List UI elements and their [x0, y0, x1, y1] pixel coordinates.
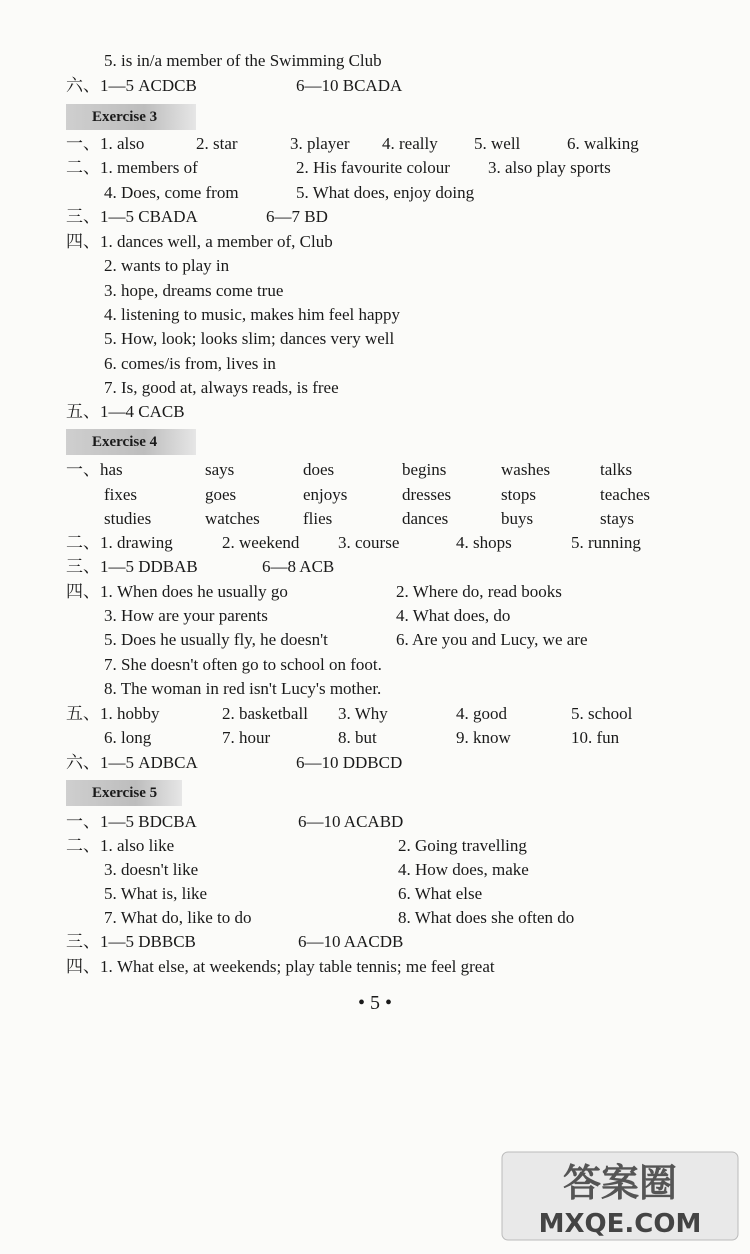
answer-line: talks	[600, 460, 633, 479]
answer-line: 4. Does, come from	[104, 183, 239, 202]
answer-line: 5. running	[571, 533, 641, 552]
answer-line: 3. course	[338, 533, 400, 552]
answer-line: 2. weekend	[222, 533, 300, 552]
answer-line: says	[205, 460, 235, 479]
answer-line: washes	[501, 460, 551, 479]
answer-line: 7. Is, good at, always reads, is free	[104, 378, 339, 397]
watermark-domain: MXQE.COM	[538, 1209, 702, 1239]
answer-line: 2. wants to play in	[104, 256, 230, 275]
answer-line: 一、has	[66, 460, 123, 479]
answer-line: stops	[501, 485, 536, 504]
answer-line: 六、1—5 ACDCB	[66, 76, 197, 95]
answer-line: 四、1. dances well, a member of, Club	[66, 232, 333, 251]
answer-line: 8. What does she often do	[398, 908, 575, 927]
answer-line: 三、1—5 DDBAB	[66, 557, 198, 576]
answer-line: 3. hope, dreams come true	[104, 281, 284, 300]
answer-line: 五、1. hobby	[66, 704, 160, 723]
answer-line: 二、1. also like	[66, 836, 175, 855]
answer-line: studies	[104, 509, 152, 528]
answer-line: dresses	[402, 485, 452, 504]
answer-line: 四、1. What else, at weekends; play table tennis; me feel great	[66, 957, 495, 976]
answer-line: 4. What does, do	[396, 606, 511, 625]
answer-line: 3. doesn't like	[104, 860, 199, 879]
answer-line: 6. Are you and Lucy, we are	[396, 630, 588, 649]
section-header-exercise-5: Exercise 5	[66, 780, 182, 806]
answer-line: 6—10 ACABD	[298, 812, 404, 831]
answer-line: 5. well	[474, 134, 521, 153]
answer-line: 7. hour	[222, 728, 271, 747]
answer-line: 4. really	[382, 134, 438, 153]
answer-line: 5. is in/a member of the Swimming Club	[104, 51, 382, 70]
answer-line: 2. Going travelling	[398, 836, 527, 855]
answer-line: teaches	[600, 485, 651, 504]
page-number: • 5 •	[357, 992, 392, 1014]
answer-line: 2. Where do, read books	[396, 582, 562, 601]
answer-line: 4. shops	[456, 533, 512, 552]
answer-line: 二、1. drawing	[66, 533, 173, 552]
answer-line: 5. school	[571, 704, 633, 723]
answer-line: 8. but	[338, 728, 377, 747]
answer-line: 5. What is, like	[104, 884, 208, 903]
answer-line: 2. His favourite colour	[296, 158, 450, 177]
answer-line: 6—10 DDBCD	[296, 753, 403, 772]
answer-line: 8. The woman in red isn't Lucy's mother.	[104, 679, 382, 698]
answer-line: stays	[600, 509, 634, 528]
answer-line: 9. know	[456, 728, 511, 747]
answer-line: 三、1—5 CBADA	[66, 207, 198, 226]
answer-line: 4. listening to music, makes him feel happy	[104, 305, 401, 324]
answer-line: 6—10 BCADA	[296, 76, 403, 95]
answer-line: 5. What does, enjoy doing	[296, 183, 475, 202]
answer-line: 2. basketball	[222, 704, 308, 723]
answer-line: 5. Does he usually fly, he doesn't	[104, 630, 328, 649]
answer-line: dances	[402, 509, 449, 528]
answer-line: 5. How, look; looks slim; dances very well	[104, 329, 395, 348]
answer-line: 6—8 ACB	[262, 557, 335, 576]
answer-line: enjoys	[303, 485, 348, 504]
answer-line: 6. What else	[398, 884, 483, 903]
answer-line: 4. good	[456, 704, 507, 723]
answer-line: goes	[205, 485, 237, 504]
answer-line: 6. walking	[567, 134, 639, 153]
answer-line: 10. fun	[571, 728, 620, 747]
answer-line: 2. star	[196, 134, 238, 153]
answer-line: 3. How are your parents	[104, 606, 268, 625]
section-header-exercise-4: Exercise 4	[66, 429, 196, 455]
answer-line: 7. What do, like to do	[104, 908, 252, 927]
answer-line: fixes	[104, 485, 138, 504]
answer-line: 四、1. When does he usually go	[66, 582, 288, 601]
answer-line: buys	[501, 509, 534, 528]
answer-line: 3. Why	[338, 704, 388, 723]
answer-line: 4. How does, make	[398, 860, 529, 879]
answer-line: 7. She doesn't often go to school on foot.	[104, 655, 382, 674]
answer-line: 6. comes/is from, lives in	[104, 354, 276, 373]
answer-line: 五、1—4 CACB	[66, 402, 185, 421]
answer-line: begins	[402, 460, 447, 479]
answer-line: 3. player	[290, 134, 350, 153]
answer-line: flies	[303, 509, 333, 528]
answer-line: does	[303, 460, 335, 479]
answer-line: 6—10 AACDB	[298, 932, 404, 951]
answer-line: 3. also play sports	[488, 158, 611, 177]
watermark-text: 答案圈	[562, 1161, 678, 1205]
answer-line: 一、1. also	[66, 134, 145, 153]
answer-line: 6. long	[104, 728, 152, 747]
answer-line: 一、1—5 BDCBA	[66, 812, 197, 831]
watermark-logo	[500, 1150, 740, 1242]
section-header-exercise-3: Exercise 3	[66, 104, 196, 130]
answer-line: watches	[205, 509, 260, 528]
answer-line: 6—7 BD	[266, 207, 328, 226]
answer-line: 二、1. members of	[66, 158, 198, 177]
answer-line: 六、1—5 ADBCA	[66, 753, 198, 772]
answer-line: 三、1—5 DBBCB	[66, 932, 196, 951]
